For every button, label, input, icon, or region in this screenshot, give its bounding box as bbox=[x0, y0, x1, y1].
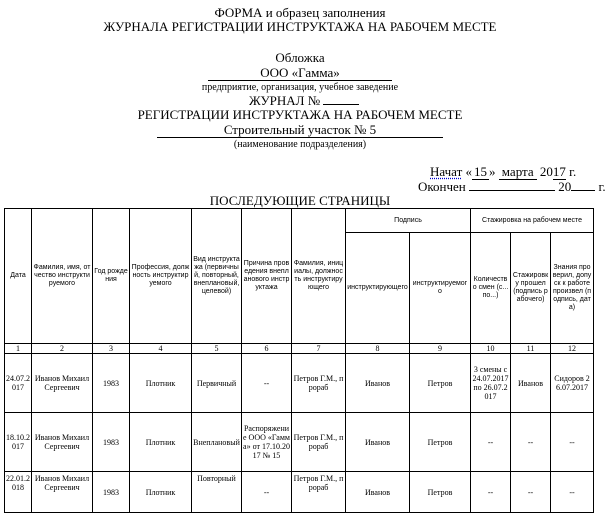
column-number: 9 bbox=[410, 344, 471, 354]
end-label: Окончен bbox=[418, 179, 466, 194]
column-number-row bbox=[5, 344, 594, 354]
column-number: 11 bbox=[511, 344, 551, 354]
col-header-reason: Причина проведения внепланового инструктажа bbox=[242, 209, 292, 344]
col-header-birth-year: Год рождения bbox=[93, 209, 130, 344]
end-date bbox=[418, 180, 606, 194]
col-header-knowledge-checked: Знания проверил, допуск к работе произвел (подпись, дата) bbox=[551, 233, 594, 344]
cell-instructor: Петров Г.М., прораб bbox=[292, 413, 346, 472]
form-title: ФОРМА и образец заполнения bbox=[214, 5, 386, 20]
briefing-journal-table bbox=[4, 208, 594, 513]
section-title: ПОСЛЕДУЮЩИЕ СТРАНИЦЫ bbox=[209, 193, 391, 208]
unit-underline bbox=[157, 137, 443, 138]
cell-date: 24.07.2017 bbox=[5, 354, 32, 413]
cell-briefing-type: Повторный bbox=[192, 472, 242, 513]
column-number: 6 bbox=[242, 344, 292, 354]
cell-reason: -- bbox=[242, 472, 292, 513]
cell-birth-year: 1983 bbox=[93, 354, 130, 413]
start-year-unit: г. bbox=[569, 164, 577, 179]
start-date bbox=[430, 165, 576, 180]
col-header-sign-instructed: инструктируемого bbox=[410, 233, 471, 344]
table-row bbox=[5, 354, 594, 413]
table-row bbox=[5, 413, 594, 472]
start-year-suffix: 17 bbox=[552, 164, 566, 179]
cell-profession: Плотник bbox=[130, 413, 192, 472]
cell-sign-instructor: Иванов bbox=[346, 354, 410, 413]
cell-sign-instructor: Иванов bbox=[346, 472, 410, 513]
col-header-instructor: Фамилия, инициалы, должность инструктирующего bbox=[292, 209, 346, 344]
cell-date: 22.01.2018 bbox=[5, 472, 32, 513]
start-day-open: « bbox=[465, 164, 473, 179]
organization-name: ООО «Гамма» bbox=[260, 65, 340, 80]
cell-internship-done: -- bbox=[511, 472, 551, 513]
organization-caption: предприятие, организация, учебное заведение bbox=[201, 82, 399, 93]
cell-sign-instructed: Петров bbox=[410, 472, 471, 513]
end-year-unit: г. bbox=[598, 179, 606, 194]
cell-sign-instructor: Иванов bbox=[346, 413, 410, 472]
cell-internship-done: -- bbox=[511, 413, 551, 472]
group-header-internship: Стажировка на рабочем месте bbox=[471, 209, 594, 233]
start-day: 15 bbox=[474, 164, 488, 179]
column-number: 7 bbox=[292, 344, 346, 354]
cell-reason: -- bbox=[242, 354, 292, 413]
group-header-signature: Подпись bbox=[346, 209, 471, 233]
column-number: 12 bbox=[551, 344, 594, 354]
cell-briefing-type: Внеплановый bbox=[192, 413, 242, 472]
form-subtitle: ЖУРНАЛА РЕГИСТРАЦИИ ИНСТРУКТАЖА НА РАБОЧЕМ МЕСТЕ bbox=[103, 19, 497, 34]
cell-date: 18.10.2017 bbox=[5, 413, 32, 472]
start-year-prefix: 20 bbox=[539, 164, 553, 179]
col-header-name: Фамилия, имя, отчество инструктируемого bbox=[32, 209, 93, 344]
cell-shift-count: -- bbox=[471, 413, 511, 472]
organization-underline bbox=[208, 80, 392, 81]
col-header-profession: Профессия, должность инструктируемого bbox=[130, 209, 192, 344]
journal-title: РЕГИСТРАЦИИ ИНСТРУКТАЖА НА РАБОЧЕМ МЕСТЕ bbox=[137, 107, 463, 122]
end-year-prefix: 20 bbox=[558, 179, 572, 194]
unit-caption: (наименование подразделения) bbox=[233, 139, 367, 150]
cell-reason: Распоряжение ООО «Гамма» от 17.10.2017 № 15 bbox=[242, 413, 292, 472]
cell-birth-year: 1983 bbox=[93, 413, 130, 472]
cell-full-name: Иванов Михаил Сергеевич bbox=[32, 472, 93, 513]
cell-instructor: Петров Г.М., прораб bbox=[292, 472, 346, 513]
cover-label: Обложка bbox=[275, 50, 325, 65]
journal-number-label: ЖУРНАЛ № bbox=[249, 93, 321, 108]
cell-full-name: Иванов Михаил Сергеевич bbox=[32, 413, 93, 472]
cell-sign-instructed: Петров bbox=[410, 413, 471, 472]
journal-number bbox=[249, 94, 359, 108]
table-row bbox=[5, 472, 594, 513]
column-number: 8 bbox=[346, 344, 410, 354]
start-month: марта bbox=[499, 165, 537, 180]
unit-name: Строительный участок № 5 bbox=[223, 122, 377, 137]
cell-birth-year: 1983 bbox=[93, 472, 130, 513]
cell-knowledge-checked: -- bbox=[551, 472, 594, 513]
column-number: 10 bbox=[471, 344, 511, 354]
cell-instructor: Петров Г.М., прораб bbox=[292, 354, 346, 413]
cell-knowledge-checked: Сидоров 26.07.2017 bbox=[551, 354, 594, 413]
col-header-date: Дата bbox=[5, 209, 32, 344]
column-number: 3 bbox=[93, 344, 130, 354]
col-header-briefing-type: Вид инструктажа (первичный, повторный, внеплановый, целевой) bbox=[192, 209, 242, 344]
column-number: 5 bbox=[192, 344, 242, 354]
col-header-shift-count: Количество смен (с... по...) bbox=[471, 233, 511, 344]
journal-number-blank bbox=[323, 104, 359, 105]
cell-shift-count: 3 смены с 24.07.2017 по 26.07.2017 bbox=[471, 354, 511, 413]
cell-profession: Плотник bbox=[130, 472, 192, 513]
column-number: 1 bbox=[5, 344, 32, 354]
header-group-row bbox=[5, 209, 594, 233]
cell-briefing-type: Первичный bbox=[192, 354, 242, 413]
cell-shift-count: -- bbox=[471, 472, 511, 513]
col-header-sign-instructor: инструктирующего bbox=[346, 233, 410, 344]
start-label: Начат bbox=[430, 164, 463, 179]
cell-profession: Плотник bbox=[130, 354, 192, 413]
column-number: 4 bbox=[130, 344, 192, 354]
end-date-blank bbox=[469, 190, 555, 191]
end-year-blank bbox=[571, 190, 595, 191]
cell-knowledge-checked: -- bbox=[551, 413, 594, 472]
cell-full-name: Иванов Михаил Сергеевич bbox=[32, 354, 93, 413]
cell-sign-instructed: Петров bbox=[410, 354, 471, 413]
col-header-internship-done: Стажировку прошел (подпись рабочего) bbox=[511, 233, 551, 344]
cell-internship-done: Иванов bbox=[511, 354, 551, 413]
column-number: 2 bbox=[32, 344, 93, 354]
start-day-close: » bbox=[489, 164, 496, 179]
